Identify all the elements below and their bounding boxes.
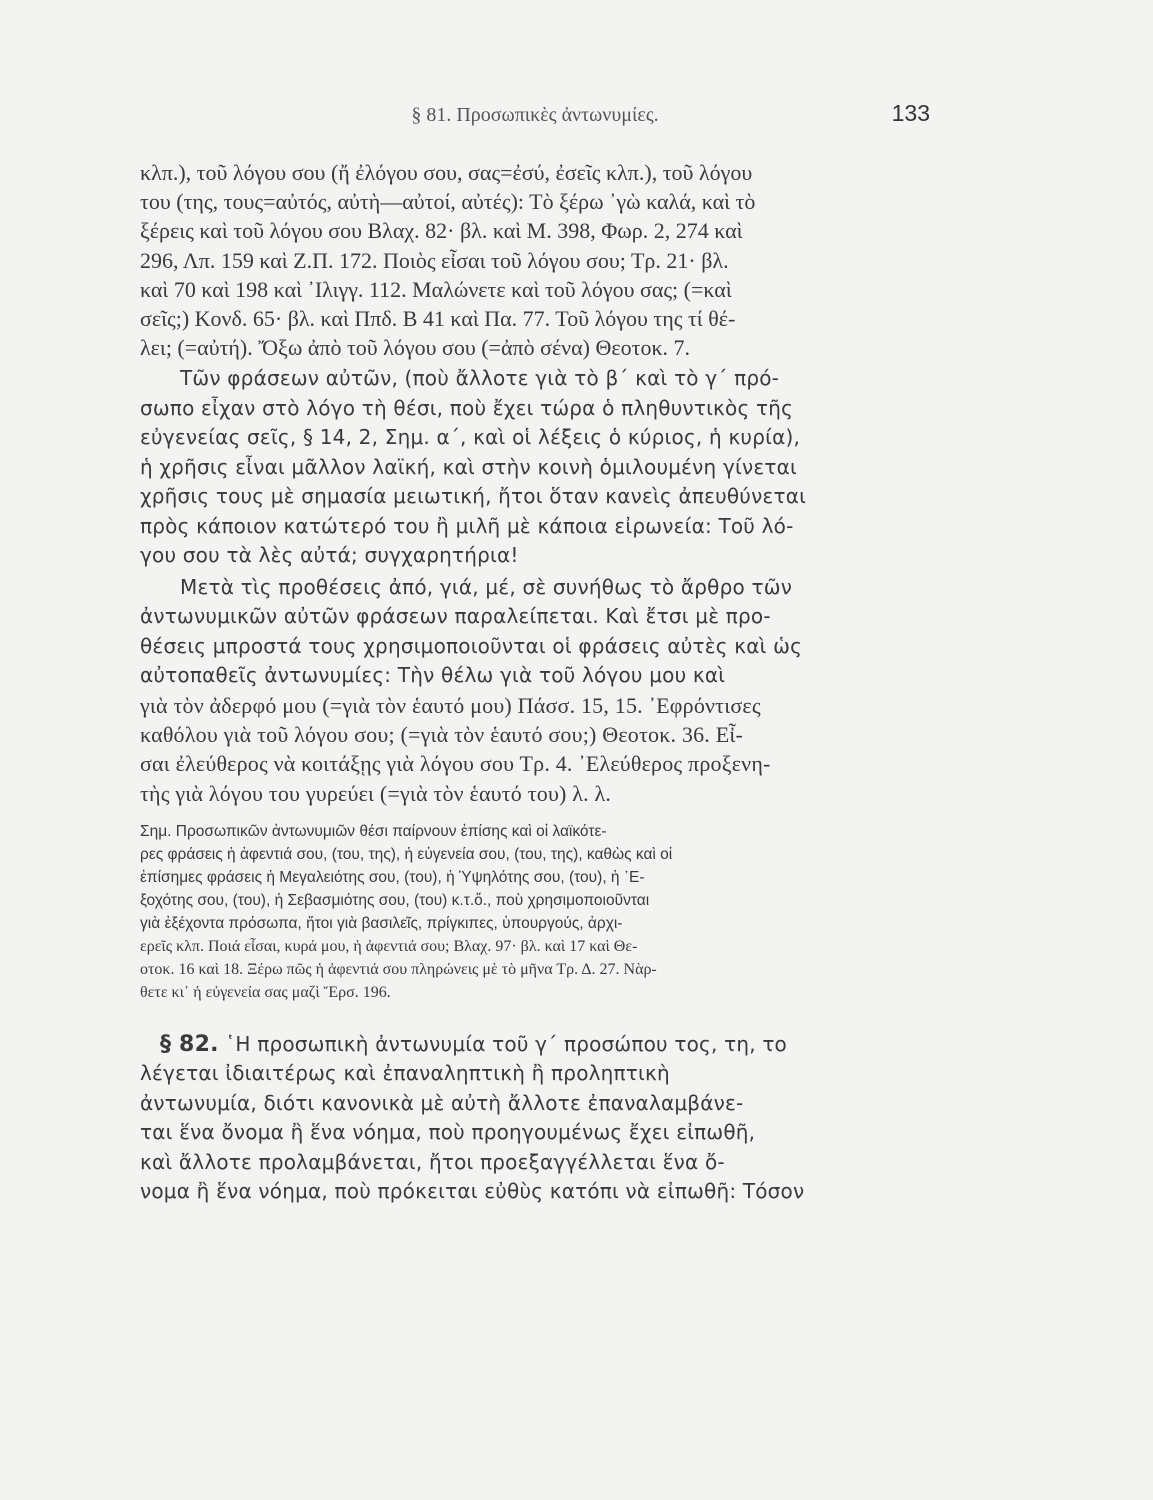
text-line: ται ἕνα ὄνομα ἢ ἕνα νόημα, ποὺ προηγουμένως ἔχει εἰπωθῆ, [140, 1120, 756, 1145]
text-line: ἀντωνυμικῶν αὐτῶν φράσεων παραλείπεται. Καὶ ἔτσι μὲ προ- [140, 604, 771, 629]
text-line: λέγεται ἰδιαιτέρως καὶ ἐπαναληπτικὴ ἢ προληπτικὴ [140, 1061, 670, 1086]
text-line: θετε κι᾿ ἡ εὐγενεία σας μαζὶ Ἔρσ. 196. [140, 983, 391, 1001]
text-line: αὐτοπαθεῖς ἀντωνυμίες: Τὴν θέλω γιὰ τοῦ λόγου μου καὶ [140, 663, 726, 688]
section-number: § 82. [160, 1031, 219, 1057]
section-82 [140, 1030, 930, 1207]
text-line: κλπ.), τοῦ λόγου σου (ἤ ἐλόγου σου, σας=ἐσύ, ἐσεῖς κλπ.), τοῦ λόγου [140, 160, 753, 185]
page-number: 133 [891, 100, 930, 126]
footnote-note [140, 820, 930, 1004]
running-header [140, 100, 930, 134]
text-line: Σημ. Προσωπικῶν ἀντωνυμιῶν θέσι παίρνουν ἐπίσης καὶ οἱ λαϊκότε- [140, 822, 607, 840]
section-first-line: ῾Η προσωπικὴ ἀντωνυμία τοῦ γ΄ προσώπου τος, τη, το [225, 1031, 787, 1056]
text-line: Τῶν φράσεων αὐτῶν, (ποὺ ἄλλοτε γιὰ τὸ β΄ καὶ τὸ γ΄ πρό- [180, 366, 780, 391]
text-line: ξοχότης σου, (του), ἡ Σεβασμιότης σου, (του) κ.τ.ὅ., ποὺ χρησιμοποιοῦνται [140, 891, 650, 909]
text-line: σεῖς;) Κονδ. 65· βλ. καὶ Ππδ. Β 41 καὶ Πα. 77. Τοῦ λόγου της τί θέ- [140, 306, 736, 332]
paragraph-usage [140, 364, 930, 571]
text-line: ρες φράσεις ἡ ἀφεντιά σου, (του, της), ἡ εὐγενεία σου, (του, της), καθὼς καὶ οἱ [140, 845, 673, 863]
text-line: λει; (=αὐτή). Ὄξω ἀπὸ τοῦ λόγου σου (=ἀπὸ σένα) Θεοτοκ. 7. [140, 335, 691, 361]
text-line: σαι ἐλεύθερος νὰ κοιτάξῃς γιὰ λόγου σου Τρ. 4. ᾿Ελεύθερος προξενη- [140, 751, 771, 777]
text-line: καὶ 70 καὶ 198 καὶ ᾿Ιλιγγ. 112. Μαλώνετε καὶ τοῦ λόγου σας; (=καὶ [140, 276, 732, 302]
text-line: ξέρεις καὶ τοῦ λόγου σου Βλαχ. 82· βλ. καὶ Μ. 398, Φωρ. 2, 274 καὶ [140, 218, 743, 244]
text-line: ἀντωνυμία, διότι κανονικὰ μὲ αὐτὴ ἄλλοτε ἐπαναλαμβάνε- [140, 1090, 744, 1115]
text-line: πρὸς κάποιον κατώτερό του ἢ μιλῆ μὲ κάποια εἰρωνεία: Τοῦ λό- [140, 513, 794, 538]
text-line: ερεῖς κλπ. Ποιά εἶσαι, κυρά μου, ἡ ἀφεντιά σου; Βλαχ. 97· βλ. καὶ 17 καὶ Θε- [140, 937, 638, 955]
text-line: θέσεις μπροστά τους χρησιμοποιοῦνται οἱ φράσεις αὐτὲς καὶ ὡς [140, 633, 803, 658]
text-line: νομα ἢ ἕνα νόημα, ποὺ πρόκειται εὐθὺς κατόπι νὰ εἰπωθῆ: Τόσον [140, 1179, 805, 1204]
text-line: καὶ ἄλλοτε προλαμβάνεται, ἤτοι προεξαγγέλλεται ἕνα ὄ- [140, 1149, 725, 1174]
text-line: του (της, τους=αὐτός, αὐτὴ—αὐτοί, αὐτές): Τὸ ξέρω ᾿γὼ καλά, καὶ τὸ [140, 189, 756, 215]
text-line: ἐπίσημες φράσεις ἡ Μεγαλειότης σου, (του), ἡ Ὑψηλότης σου, (του), ἡ ᾿Ε- [140, 868, 645, 886]
examples-block [140, 158, 930, 362]
text-line: εὐγενείας σεῖς, § 14, 2, Σημ. α΄, καὶ οἱ λέξεις ὁ κύριος, ἡ κυρία), [140, 425, 801, 450]
text-line: χρῆσις τους μὲ σημασία μειωτική, ἤτοι ὅταν κανεὶς ἀπευθύνεται [140, 484, 807, 509]
text-line: γιὰ ἐξέχοντα πρόσωπα, ἤτοι γιὰ βασιλεῖς, πρίγκιπες, ὑπουργούς, ἀρχι- [140, 914, 623, 932]
text-line: Μετὰ τὶς προθέσεις ἀπό, γιά, μέ, σὲ συνήθως τὸ ἄρθρο τῶν [180, 574, 793, 599]
text-line: σωπο εἶχαν στὸ λόγο τὴ θέσι, ποὺ ἔχει τώρα ὁ πληθυντικὸς τῆς [140, 395, 794, 420]
text-line: τὴς γιὰ λόγου του γυρεύει (=γιὰ τὸν ἑαυτό του) λ. λ. [140, 780, 612, 806]
text-line: καθόλου γιὰ τοῦ λόγου σου; (=γιὰ τὸν ἑαυτό σου;) Θεοτοκ. 36. Εἶ- [140, 722, 743, 748]
text-line: 296, Λπ. 159 καὶ Ζ.Π. 172. Ποιὸς εἶσαι τοῦ λόγου σου; Τρ. 21· βλ. [140, 247, 729, 273]
page-body [140, 158, 930, 1207]
paragraph-prepositions [140, 573, 930, 808]
text-line: γιὰ τὸν ἀδερφό μου (=γιὰ τὸν ἑαυτό μου) Πάσσ. 15, 15. ᾿Εφρόντισες [140, 692, 761, 718]
text-line: γου σου τὰ λὲς αὐτά; συγχαρητήρια! [140, 543, 519, 568]
text-line [140, 1030, 930, 1060]
text-line: οτοκ. 16 καὶ 18. Ξέρω πῶς ἡ ἀφεντιά σου πληρώνεις μὲ τὸ μῆνα Τρ. Δ. 27. Νὰρ- [140, 960, 657, 978]
text-line: ἡ χρῆσις εἶναι μᾶλλον λαϊκή, καὶ στὴν κοινὴ ὁμιλουμένη γίνεται [140, 454, 797, 479]
header-title: § 81. Προσωπικὲς ἀντωνυμίες. [411, 104, 659, 126]
